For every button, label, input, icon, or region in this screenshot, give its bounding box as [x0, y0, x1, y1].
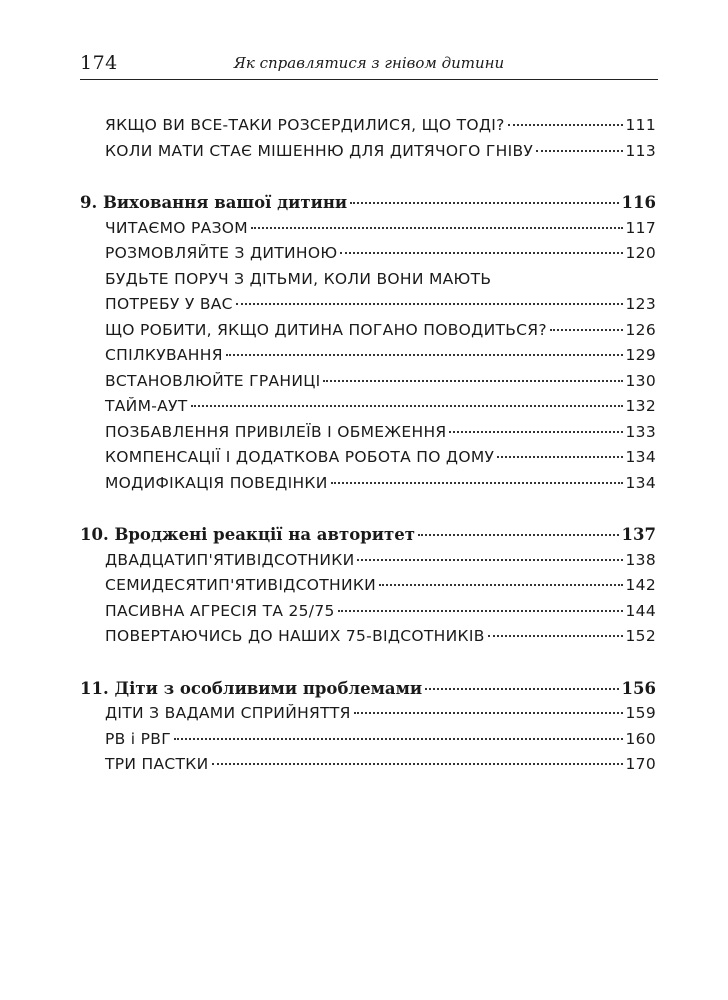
- toc-entry: [80, 627, 656, 653]
- toc-entry-page: 113: [625, 141, 656, 160]
- toc-entry-title: 10. Вроджені реакції на авторитет: [80, 525, 415, 544]
- toc-entry: [80, 423, 656, 449]
- toc-entry: [80, 116, 656, 142]
- toc-chapter-entry: [80, 679, 656, 705]
- dot-leader: [497, 456, 622, 458]
- toc-entry: [80, 270, 656, 296]
- dot-leader: [354, 712, 623, 714]
- dot-leader: [174, 738, 623, 740]
- toc-entry-page: 138: [625, 550, 656, 569]
- dot-leader: [323, 380, 622, 382]
- toc-entry-page: 123: [625, 295, 656, 313]
- toc-entry-page: 126: [625, 320, 656, 339]
- dot-leader: [425, 688, 618, 690]
- toc-entry-title: ЧИТАЄМО РАЗОМ: [105, 218, 248, 237]
- dot-leader: [331, 482, 623, 484]
- toc-entry-title: 9. Виховання вашої дитини: [80, 193, 348, 212]
- toc-entry-title: ТАЙМ-АУТ: [105, 397, 188, 415]
- toc-entry-title: КОЛИ МАТИ СТАЄ МІШЕННЮ ДЛЯ ДИТЯЧОГО ГНІВУ: [105, 141, 534, 160]
- toc-entry-page: 111: [625, 116, 656, 134]
- dot-leader: [212, 763, 623, 765]
- toc-entry-title: ВСТАНОВЛЮЙТЕ ГРАНИЦІ: [105, 371, 321, 390]
- toc-entry-page: 132: [625, 397, 656, 415]
- toc-entry-page: 134: [625, 448, 656, 466]
- toc-entry-page: 134: [625, 473, 656, 492]
- toc-entry: [80, 244, 656, 270]
- running-title: Як справлятися з гнівом дитини: [233, 54, 505, 72]
- toc-entry-title: КОМПЕНСАЦІЇ І ДОДАТКОВА РОБОТА ПО ДОМУ: [105, 448, 495, 466]
- toc-entry-page: 120: [625, 244, 656, 262]
- toc-entry-page: 152: [625, 627, 656, 645]
- toc-entry-page: 116: [621, 193, 656, 212]
- toc-entry-page: 130: [625, 371, 656, 390]
- toc-entry: [80, 295, 656, 321]
- toc-entry: [80, 397, 656, 423]
- toc-entry-title: ПОЗБАВЛЕННЯ ПРИВІЛЕЇВ І ОБМЕЖЕННЯ: [105, 422, 447, 441]
- toc-entry-page: 133: [625, 422, 656, 441]
- toc-entry-title: РОЗМОВЛЯЙТЕ З ДИТИНОЮ: [105, 244, 338, 262]
- toc-entry-title: СЕМИДЕСЯТИП'ЯТИВІДСОТНИКИ: [105, 576, 377, 594]
- toc-entry: [80, 448, 656, 474]
- toc-entry: [80, 372, 656, 398]
- dot-leader: [350, 202, 618, 204]
- toc-entry-title: ЯКЩО ВИ ВСЕ-ТАКИ РОЗСЕРДИЛИСЯ, ЩО ТОДІ?: [105, 116, 505, 134]
- page-number: 174: [80, 52, 118, 74]
- toc-chapter-entry: [80, 193, 656, 219]
- dot-leader: [550, 329, 623, 331]
- toc-entry-title: ПОТРЕБУ У ВАС: [105, 295, 233, 313]
- dot-leader: [536, 150, 622, 152]
- toc-entry: [80, 346, 656, 372]
- dot-leader: [418, 534, 619, 536]
- toc-entry-title: 11. Діти з особливими проблемами: [80, 678, 423, 698]
- toc-entry-title: ДІТИ З ВАДАМИ СПРИЙНЯТТЯ: [105, 704, 351, 722]
- toc-entry-page: 156: [621, 678, 656, 698]
- dot-leader: [226, 354, 623, 356]
- dot-leader: [488, 635, 623, 637]
- dot-leader: [236, 303, 623, 305]
- toc-entry-page: 159: [625, 704, 656, 722]
- toc-entry-page: 160: [625, 729, 656, 748]
- toc-entry-page: 129: [625, 346, 656, 364]
- toc-entry-title: ПОВЕРТАЮЧИСЬ ДО НАШИХ 75-ВІДСОТНИКІВ: [105, 627, 485, 645]
- toc-entry: [80, 219, 656, 245]
- toc-entry-title: РВ і РВГ: [105, 729, 171, 748]
- dot-leader: [191, 405, 623, 407]
- dot-leader: [379, 584, 622, 586]
- toc-entry-page: 117: [625, 218, 656, 237]
- toc-entry-page: 142: [625, 576, 656, 594]
- dot-leader: [357, 559, 622, 561]
- toc-entry-title: ДВАДЦАТИП'ЯТИВІДСОТНИКИ: [105, 550, 355, 569]
- dot-leader: [449, 431, 622, 433]
- dot-leader: [338, 610, 623, 612]
- toc-entry: [80, 576, 656, 602]
- toc-entry-title: ПАСИВНА АГРЕСІЯ ТА 25/75: [105, 601, 335, 620]
- toc-entry: [80, 755, 656, 781]
- dot-leader: [340, 252, 622, 254]
- toc-entry: [80, 704, 656, 730]
- dot-leader: [251, 227, 623, 229]
- table-of-contents: [80, 116, 656, 781]
- toc-entry: [80, 142, 656, 168]
- toc-entry-title: БУДЬТЕ ПОРУЧ З ДІТЬМИ, КОЛИ ВОНИ МАЮТЬ: [105, 269, 492, 288]
- toc-chapter-entry: [80, 525, 656, 551]
- toc-entry: [80, 602, 656, 628]
- toc-entry-title: ЩО РОБИТИ, ЯКЩО ДИТИНА ПОГАНО ПОВОДИТЬСЯ?: [105, 320, 547, 339]
- toc-entry-title: СПІЛКУВАННЯ: [105, 346, 223, 364]
- dot-leader: [508, 124, 623, 126]
- toc-entry-page: 144: [625, 601, 656, 620]
- toc-entry: [80, 730, 656, 756]
- toc-entry-page: 137: [621, 525, 656, 544]
- toc-entry-title: ТРИ ПАСТКИ: [105, 755, 209, 773]
- toc-entry: [80, 551, 656, 577]
- toc-entry: [80, 321, 656, 347]
- toc-entry-title: МОДИФІКАЦІЯ ПОВЕДІНКИ: [105, 473, 328, 492]
- toc-entry: [80, 474, 656, 500]
- page-header: [80, 52, 658, 80]
- toc-entry-page: 170: [625, 755, 656, 773]
